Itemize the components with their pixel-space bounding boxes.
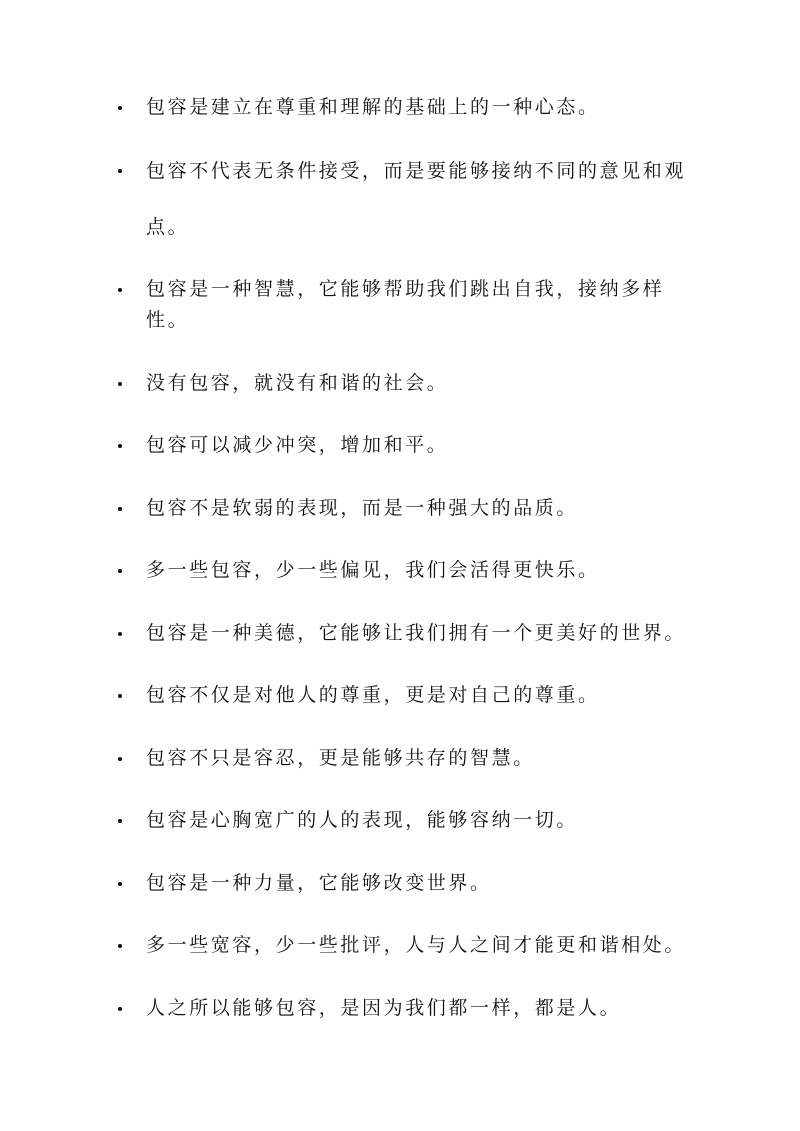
bullet-icon	[118, 944, 122, 948]
list-item-text: 包容不仅是对他人的尊重，更是对自己的尊重。	[146, 684, 600, 706]
list-item-text: 包容不只是容忍，更是能够共存的智慧。	[146, 746, 535, 769]
list-item	[115, 274, 705, 336]
list-item	[115, 493, 705, 524]
list-item	[115, 555, 705, 586]
list-item	[115, 618, 705, 649]
list-item	[115, 680, 705, 711]
list-item-text: 人之所以能够包容，是因为我们都一样，都是人。	[146, 996, 622, 1019]
bullet-icon	[118, 106, 122, 110]
bullet-icon	[118, 382, 122, 386]
bullet-icon	[118, 507, 122, 511]
list-item-text: 包容是一种智慧，它能够帮助我们跳出自我，接纳多样性。	[146, 278, 665, 331]
bullet-icon	[118, 757, 122, 761]
list-item-text: 包容是心胸宽广的人的表现，能够容纳一切。	[146, 809, 579, 831]
list-item	[115, 868, 705, 899]
bullet-icon	[118, 632, 122, 636]
quote-list	[115, 92, 705, 1055]
list-item-text: 包容是一种美德，它能够让我们拥有一个更美好的世界。	[146, 621, 687, 644]
list-item	[115, 993, 705, 1024]
list-item-text: 包容不代表无条件接受，而是要能够接纳不同的意见和观点。	[146, 159, 687, 238]
list-item	[115, 930, 705, 961]
list-item-text: 包容可以减少冲突，增加和平。	[146, 434, 449, 456]
list-item	[115, 430, 705, 461]
list-item-text: 包容是一种力量，它能够改变世界。	[146, 871, 492, 894]
bullet-icon	[118, 882, 122, 886]
list-item-text: 多一些宽容，少一些批评，人与人之间才能更和谐相处。	[146, 934, 687, 956]
list-item	[115, 368, 705, 399]
list-item	[115, 743, 705, 774]
list-item	[115, 805, 705, 836]
list-item-text: 多一些包容，少一些偏见，我们会活得更快乐。	[146, 559, 600, 581]
bullet-icon	[118, 288, 122, 292]
bullet-icon	[118, 569, 122, 573]
list-item-text: 包容不是软弱的表现，而是一种强大的品质。	[146, 496, 579, 519]
bullet-icon	[118, 694, 122, 698]
bullet-icon	[118, 169, 122, 173]
list-item-text: 包容是建立在尊重和理解的基础上的一种心态。	[146, 96, 600, 118]
bullet-icon	[118, 444, 122, 448]
bullet-icon	[118, 1007, 122, 1011]
list-item	[115, 143, 705, 255]
list-item-text: 没有包容，就没有和谐的社会。	[146, 371, 449, 394]
bullet-icon	[118, 819, 122, 823]
list-item	[115, 92, 705, 123]
